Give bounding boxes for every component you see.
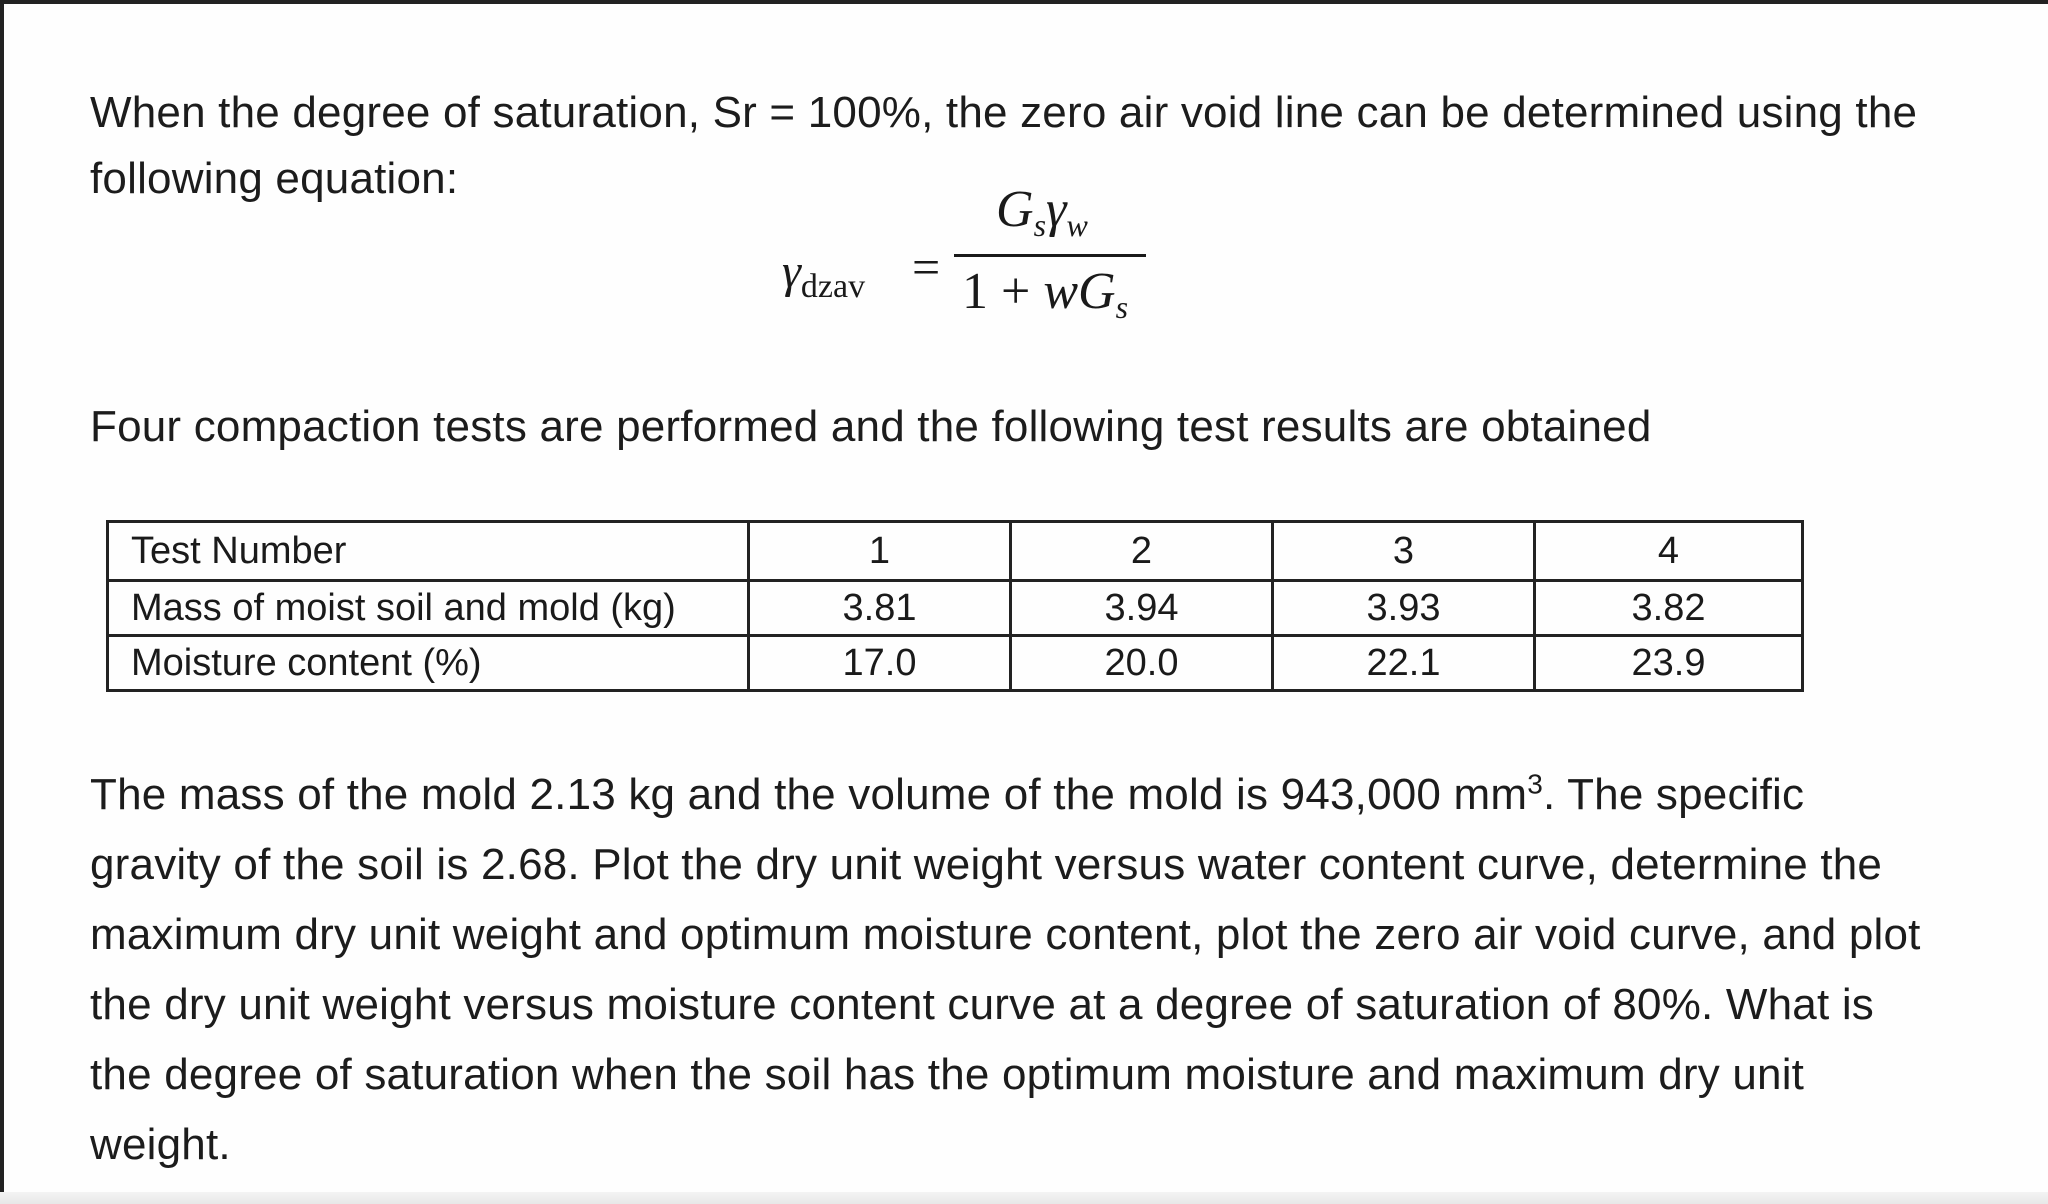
equation-lhs-subscript: dzav: [800, 268, 866, 305]
table-cell: 1: [749, 522, 1011, 581]
table-cell: 23.9: [1535, 636, 1803, 691]
table-cell: 2: [1011, 522, 1273, 581]
table-cell: 4: [1535, 522, 1803, 581]
table-cell: 3.93: [1273, 581, 1535, 636]
table-cell: 3.94: [1011, 581, 1273, 636]
superscript-three: 3: [1527, 768, 1544, 800]
numerator-G-subscript: s: [1033, 207, 1047, 243]
table-row: [108, 581, 1803, 636]
problem-text-part2: . The specific gravity of the soil is 2.68. Plot the dry unit weight versus water content curve, determine the maximum dry unit weight and optimum moisture content, plot the zero air void curve, and plot the dry unit weight versus moisture content curve at a degree of saturation of 80%. What is the degree of saturation when the soil has the optimum moisture and maximum dry unit weight.: [90, 770, 1921, 1169]
row-label: Moisture content (%): [108, 636, 749, 691]
numerator-gamma-subscript: w: [1066, 207, 1088, 243]
zero-air-void-equation: [782, 180, 1162, 340]
table-cell: 22.1: [1273, 636, 1535, 691]
equation-denominator: [962, 262, 1128, 326]
row-label: Mass of moist soil and mold (kg): [108, 581, 749, 636]
table-cell: 17.0: [749, 636, 1011, 691]
compaction-test-table: [106, 520, 1804, 692]
equation-lhs: [782, 244, 865, 306]
table-cell: 3.82: [1535, 581, 1803, 636]
row-label: Test Number: [108, 522, 749, 581]
table-row: [108, 636, 1803, 691]
table-cell: 3: [1273, 522, 1535, 581]
denominator-one-plus: 1 +: [962, 263, 1044, 320]
equation-equals: =: [912, 239, 941, 295]
table-row: [108, 522, 1803, 581]
problem-text-part1: The mass of the mold 2.13 kg and the volume of the mold is 943,000 mm: [90, 770, 1528, 819]
table-cell: 3.81: [749, 581, 1011, 636]
page-bottom-edge: [0, 1192, 2048, 1204]
problem-paragraph: [90, 760, 1940, 1180]
intro-paragraph: When the degree of saturation, Sr = 100%, the zero air void line can be determined using the following equation:: [90, 88, 1918, 203]
table-cell: 20.0: [1011, 636, 1273, 691]
denominator-wG: wG: [1043, 263, 1116, 320]
numerator-gamma: γ: [1046, 181, 1067, 238]
fraction-bar: [954, 254, 1146, 257]
numerator-G: G: [996, 181, 1034, 238]
tests-intro-paragraph: Four compaction tests are performed and the following test results are obtained: [90, 402, 1652, 451]
equation-numerator: [996, 180, 1088, 244]
denominator-subscript: s: [1115, 289, 1129, 325]
equation-lhs-symbol: γ: [782, 245, 801, 298]
